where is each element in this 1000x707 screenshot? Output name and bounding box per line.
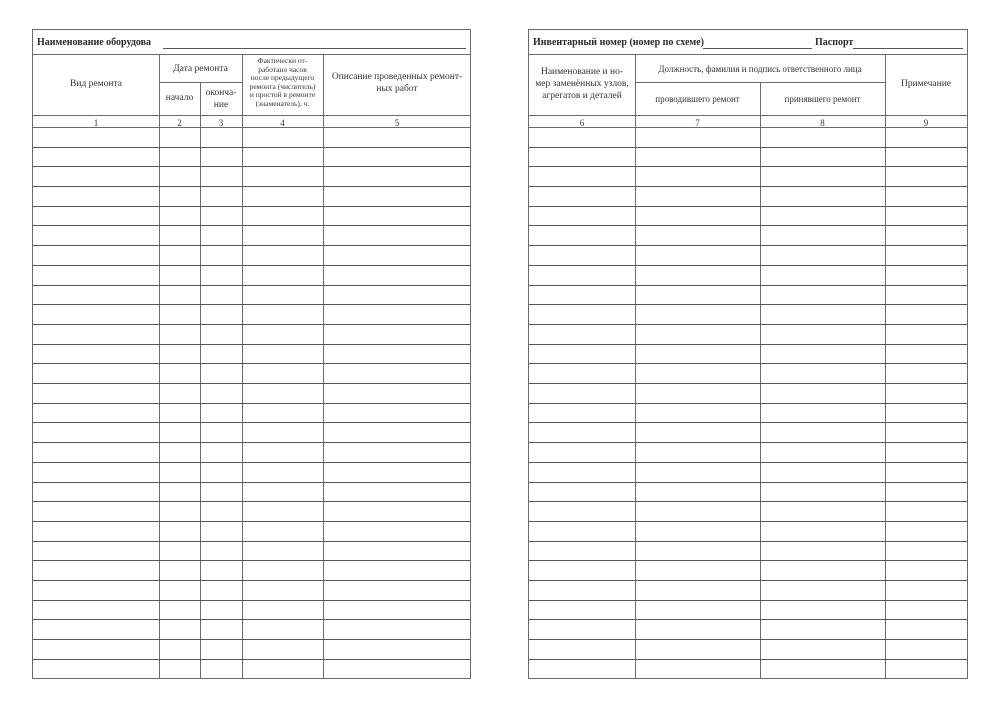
table-row[interactable] — [33, 640, 470, 660]
table-row[interactable] — [529, 128, 967, 148]
parts-header-line1: Наименование и но- — [540, 67, 624, 77]
table-row[interactable] — [33, 463, 470, 483]
description-header-line1: Описание проведенных ремонт- — [331, 72, 463, 82]
hours-header-line4: ремонта (числитель) — [249, 81, 316, 91]
table-row[interactable] — [33, 345, 470, 365]
note-header: Примечание — [900, 79, 952, 89]
hours-header-line5: и простой в ремонте — [249, 90, 316, 100]
column-number: 4 — [280, 118, 285, 128]
table-row[interactable] — [529, 424, 967, 444]
passport-label: Паспорт — [815, 37, 854, 48]
table-row[interactable] — [529, 305, 967, 325]
table-row[interactable] — [33, 522, 470, 542]
right-page — [528, 29, 968, 679]
table-row[interactable] — [529, 522, 967, 542]
equipment-name-label: Наименование оборудова — [37, 37, 152, 48]
table-row[interactable] — [529, 227, 967, 247]
table-row[interactable] — [529, 601, 967, 621]
table-row[interactable] — [529, 187, 967, 207]
acceptor-header: принявшего ремонт — [784, 94, 861, 104]
table-row[interactable] — [33, 424, 470, 444]
hours-header-line6: (знаменатель), ч. — [255, 98, 310, 108]
equipment-name-field[interactable] — [163, 48, 466, 49]
hours-header-line2: работано часов — [258, 64, 307, 74]
table-row[interactable] — [529, 443, 967, 463]
table-row[interactable] — [529, 561, 967, 581]
column-number: 3 — [218, 118, 224, 128]
column-number: 8 — [820, 118, 825, 128]
performer-header: проводившего ремонт — [655, 94, 740, 104]
table-row[interactable] — [33, 443, 470, 463]
inventory-number-label: Инвентарный номер (номер по схеме) — [533, 37, 705, 48]
hours-worked-header — [242, 57, 323, 109]
column-number: 6 — [579, 118, 585, 128]
table-row[interactable] — [529, 384, 967, 404]
table-row[interactable] — [33, 404, 470, 424]
start-date-header: начало — [165, 93, 194, 103]
table-row[interactable] — [529, 542, 967, 562]
repair-date-header: Дата ремонта — [173, 64, 228, 74]
table-row[interactable] — [529, 463, 967, 483]
table-row[interactable] — [33, 128, 470, 148]
column-number: 7 — [695, 118, 700, 128]
equipment-name-row — [33, 30, 470, 55]
responsible-person-header: Должность, фамилия и подпись ответственного лица — [658, 64, 862, 74]
table-row[interactable] — [529, 266, 967, 286]
table-row[interactable] — [529, 483, 967, 503]
table-row[interactable] — [33, 207, 470, 227]
end-date-header — [200, 87, 242, 111]
table-row[interactable] — [33, 621, 470, 641]
table-row[interactable] — [33, 266, 470, 286]
column-number: 5 — [394, 118, 400, 128]
table-row[interactable] — [33, 325, 470, 345]
table-row[interactable] — [33, 148, 470, 168]
table-row[interactable] — [529, 621, 967, 641]
inventory-number-row — [529, 30, 967, 55]
table-row[interactable] — [529, 345, 967, 365]
table-row[interactable] — [33, 601, 470, 621]
end-date-header-line2: ние — [213, 100, 229, 110]
column-number: 1 — [93, 118, 99, 128]
table-row[interactable] — [529, 581, 967, 601]
table-row[interactable] — [33, 187, 470, 207]
table-row[interactable] — [529, 246, 967, 266]
table-row[interactable] — [33, 660, 470, 680]
parts-header-line2: мер заменённых узлов, — [535, 79, 629, 89]
table-row[interactable] — [33, 561, 470, 581]
hours-header-line1: Фактически от- — [257, 56, 308, 65]
passport-field[interactable] — [853, 48, 963, 49]
table-row[interactable] — [529, 207, 967, 227]
end-date-header-line1: оконча- — [205, 88, 237, 98]
table-row[interactable] — [33, 542, 470, 562]
parts-header-line3: агрегатов и деталей — [542, 91, 622, 101]
header-bottom-line — [529, 115, 967, 116]
table-row[interactable] — [33, 246, 470, 266]
table-row[interactable] — [529, 502, 967, 522]
table-row[interactable] — [529, 148, 967, 168]
table-row[interactable] — [33, 364, 470, 384]
table-row[interactable] — [529, 364, 967, 384]
column-number: 9 — [923, 118, 929, 128]
inventory-number-field[interactable] — [703, 48, 812, 49]
table-row[interactable] — [33, 305, 470, 325]
left-page — [32, 29, 471, 679]
work-description-header — [323, 71, 471, 95]
table-row[interactable] — [33, 286, 470, 306]
table-row[interactable] — [529, 640, 967, 660]
replaced-parts-header — [529, 66, 635, 102]
table-row[interactable] — [529, 286, 967, 306]
column-number: 2 — [177, 118, 182, 128]
hours-header-line3: после предыдущего — [250, 73, 315, 83]
table-row[interactable] — [529, 325, 967, 345]
header-bottom-line — [33, 115, 470, 116]
table-row[interactable] — [33, 167, 470, 187]
table-row[interactable] — [33, 227, 470, 247]
table-row[interactable] — [33, 483, 470, 503]
table-row[interactable] — [33, 581, 470, 601]
description-header-line2: ных работ — [376, 84, 418, 94]
table-row[interactable] — [529, 404, 967, 424]
repair-type-header: Вид ремонта — [70, 79, 122, 89]
table-row[interactable] — [33, 384, 470, 404]
table-row[interactable] — [33, 502, 470, 522]
table-row[interactable] — [529, 167, 967, 187]
table-row[interactable] — [529, 660, 967, 680]
